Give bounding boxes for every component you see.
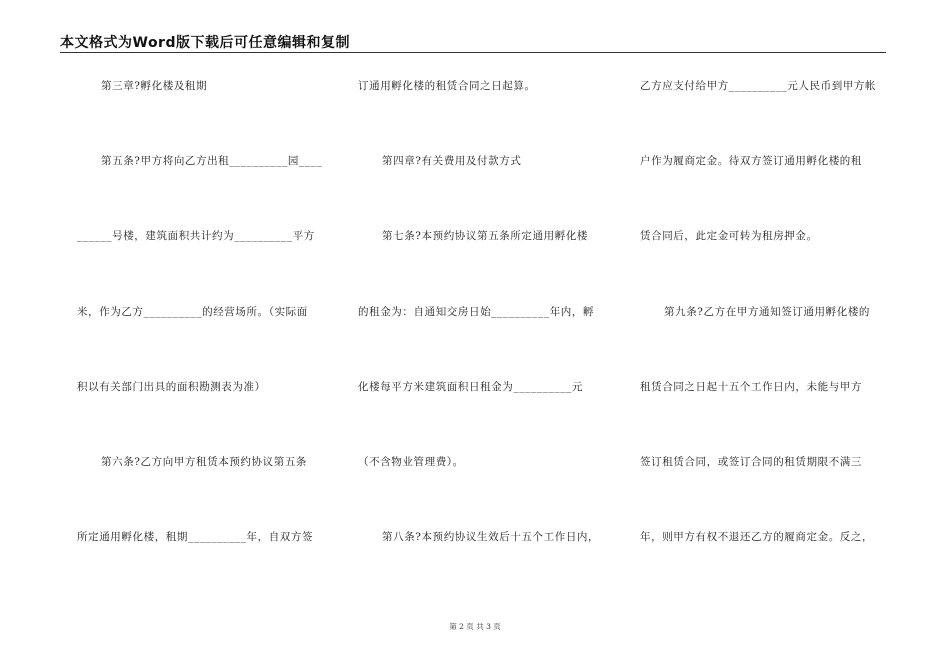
page-number-footer: 第 2 页 共 3 页 <box>449 622 501 631</box>
paragraph-line: 第四章?有关费用及付款方式 <box>382 155 522 168</box>
paragraph-line: 第三章?孵化楼及租期 <box>101 80 208 92</box>
paragraph-line: 积以有关部门出具的面积勘测表为准） <box>77 380 266 393</box>
paragraph-line: 所定通用孵化楼，租期__________年，自双方签 <box>77 531 314 544</box>
paragraph-line: 第六条?乙方向甲方租赁本预约协议第五条 <box>101 456 308 468</box>
paragraph-line: 米，作为乙方__________的经营场所。（实际面 <box>77 305 308 318</box>
paragraph-line: 第五条?甲方将向乙方出租__________园____ <box>101 155 323 168</box>
paragraph-line: 第九条?乙方在甲方通知签订通用孵化楼的 <box>664 305 871 318</box>
paragraph-line: 化楼每平方米建筑面积日租金为__________元 <box>358 380 583 393</box>
paragraph-line: ______号楼，建筑面积共计约为__________平方 <box>77 230 315 243</box>
paragraph-line: 年，则甲方有权不退还乙方的履商定金。反之， <box>640 531 874 544</box>
paragraph-line: （不含物业管理费）。 <box>358 456 464 468</box>
paragraph-line: 户作为履商定金。待双方签订通用孵化楼的租 <box>640 155 862 168</box>
header-divider <box>60 52 886 53</box>
paragraph-line: 的租金为：自通知交房日始__________年内，孵 <box>358 305 595 318</box>
document-header-title: 本文格式为Word版下载后可任意编辑和复制 <box>60 35 350 51</box>
paragraph-line: 乙方应支付给甲方__________元人民币到甲方帐 <box>640 80 877 92</box>
paragraph-line: 第八条?本预约协议生效后十五个工作日内， <box>382 531 600 544</box>
paragraph-line: 订通用孵化楼的租赁合同之日起算。 <box>358 80 536 92</box>
paragraph-line: 赁合同后，此定金可转为租房押金。 <box>640 230 818 243</box>
paragraph-line: 租赁合同之日起十五个工作日内，未能与甲方 <box>640 380 862 393</box>
paragraph-line: 签订租赁合同，或签订合同的租赁期限不满三 <box>640 456 862 468</box>
paragraph-line: 第七条?本预约协议第五条所定通用孵化楼 <box>382 230 589 243</box>
